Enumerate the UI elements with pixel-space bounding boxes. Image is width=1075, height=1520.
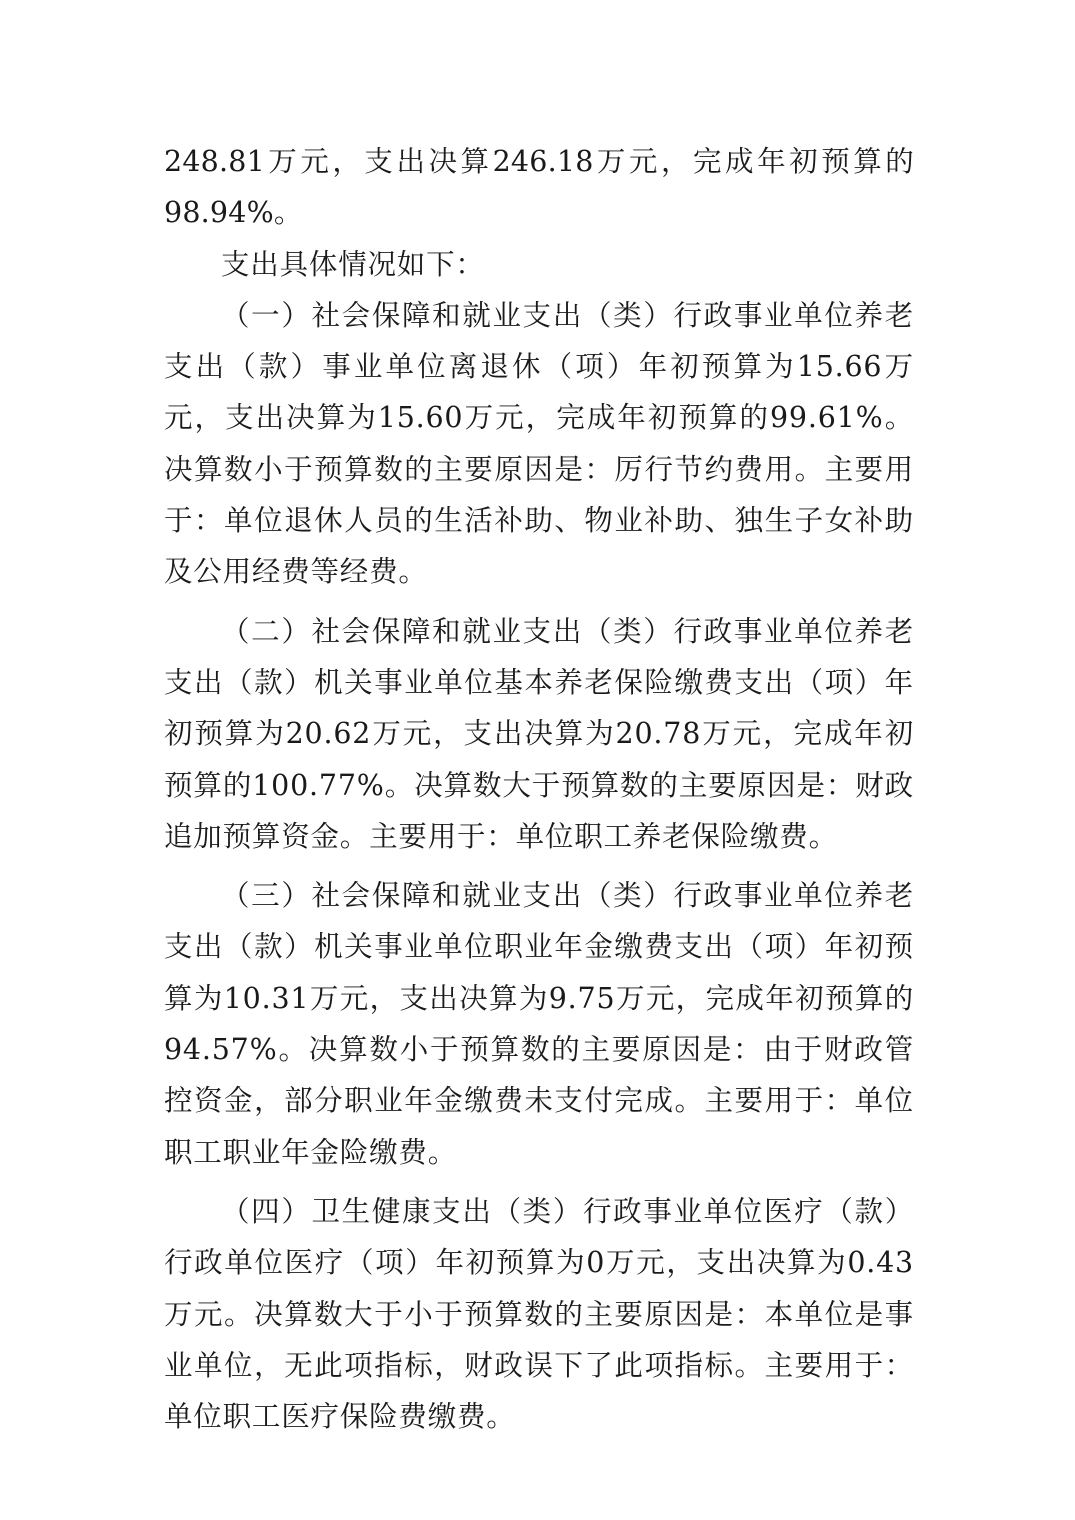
paragraph-item-2: （二）社会保障和就业支出（类）行政事业单位养老支出（款）机关事业单位基本养老保险缴费支出（项）年初预算为20.62万元，支出决算为20.78万元，完成年初预算的100.77%。决算数大于预算数的主要原因是：财政追加预算资金。主要用于：单位职工养老保险缴费。 — [164, 614, 914, 853]
paragraph-item-3: （三）社会保障和就业支出（类）行政事业单位养老支出（款）机关事业单位职业年金缴费支出（项）年初预算为10.31万元，支出决算为9.75万元，完成年初预算的94.57%。决算数小于预算数的主要原因是：由于财政管控资金，部分职业年金缴费未支付完成。主要用于：单位职工职业年金险缴费。 — [164, 879, 914, 1169]
paragraph-expenditure-intro: 支出具体情况如下： — [221, 247, 485, 281]
paragraph-item-1: （一）社会保障和就业支出（类）行政事业单位养老支出（款）事业单位离退休（项）年初预算为15.66万元，支出决算为15.60万元，完成年初预算的99.61%。决算数小于预算数的主要原因是：厉行节约费用。主要用于：单位退休人员的生活补助、物业补助、独生子女补助及公用经费等经费。 — [164, 298, 914, 589]
paragraph-budget-summary: 248.81万元，支出决算246.18万元，完成年初预算的98.94%。 — [164, 145, 914, 230]
document-body — [164, 136, 914, 1442]
paragraph-item-4: （四）卫生健康支出（类）行政事业单位医疗（款）行政单位医疗（项）年初预算为0万元，支出决算为0.43万元。决算数大于小于预算数的主要原因是：本单位是事业单位，无此项指标，财政误下了此项指标。主要用于：单位职工医疗保险费缴费。 — [164, 1194, 914, 1434]
